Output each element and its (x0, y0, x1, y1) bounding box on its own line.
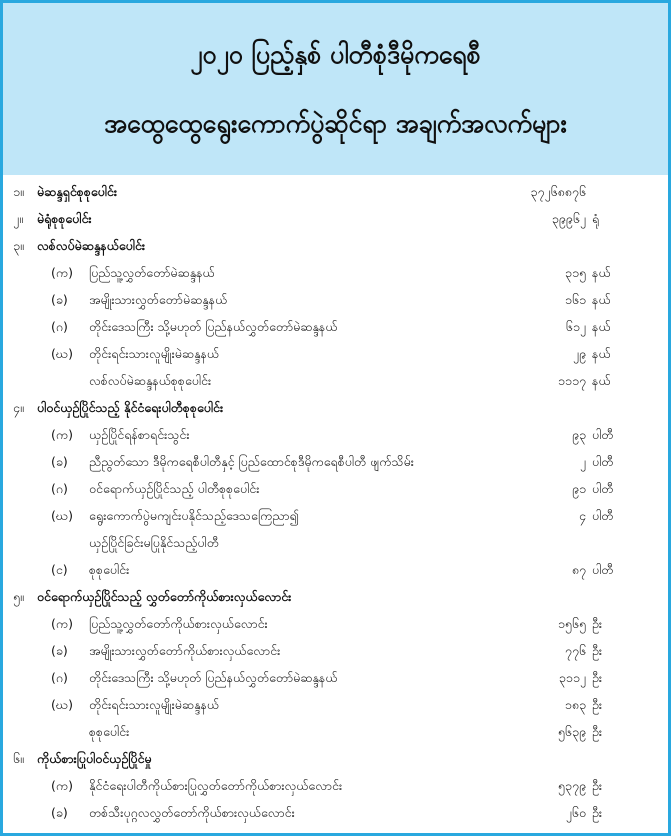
list-item (3, 233, 668, 260)
item-label: နိုင်ငံရေးပါတီကိုယ်စားပြုလွှတ်တော်ကိုယ်စားလှယ်လောင်း (89, 778, 343, 793)
item-value: ၆၁၂ (565, 319, 586, 334)
item-label: ပါဝင်ယှဉ်ပြိုင်သည့် နိုင်ငံရေးပါတီစုစုပေါင်း (37, 400, 224, 415)
item-unit: ပါတီ (592, 562, 614, 577)
sub-item-marker: (င) (51, 562, 68, 577)
item-value: ၅၃၇၉ (557, 778, 586, 793)
list-item (3, 503, 668, 530)
item-number: ၅။ (13, 589, 24, 604)
item-label: ဝင်ရောက်ယှဉ်ပြိုင်သည့် လွှတ်တော်ကိုယ်စားလှယ်လောင်း (37, 589, 292, 604)
list-item (3, 692, 668, 719)
list-item (3, 206, 668, 233)
item-value: ၃၇၂၆၈၈၇၆ (530, 184, 586, 199)
item-label: စုစုပေါင်း (89, 724, 130, 739)
list-item (3, 422, 668, 449)
item-label: တိုင်းဒေသကြီး သို့မဟုတ် ပြည်နယ်လွှတ်တော်မဲဆန္ဒနယ် (89, 319, 338, 334)
sub-item-marker: (ဂ) (51, 319, 68, 334)
item-label: မဲရုံစုစုပေါင်း (37, 211, 92, 226)
list-item (3, 341, 668, 368)
item-value: ၁၁၁၇ (557, 373, 586, 388)
item-label: စုစုပေါင်း (89, 562, 130, 577)
list-item (3, 476, 668, 503)
item-unit: ဦး (592, 805, 603, 820)
item-value: ၂ (579, 454, 586, 469)
item-label: တိုင်းဒေသကြီး သို့မဟုတ် ပြည်နယ်လွှတ်တော်မဲဆန္ဒနယ် (89, 670, 338, 685)
sub-item-marker: (ခ) (51, 292, 68, 307)
list-item (3, 179, 668, 206)
item-unit: နယ် (592, 292, 611, 307)
title-banner (3, 3, 668, 175)
list-item (3, 395, 668, 422)
item-value: ၄ (578, 508, 586, 523)
item-label: တိုင်းရင်းသားလူမျိုးမဲဆန္ဒနယ် (89, 346, 220, 361)
sub-item-marker: (ဃ) (51, 346, 73, 361)
item-unit: ဦး (592, 724, 603, 739)
sub-item-marker: (ဂ) (51, 481, 68, 496)
item-label: လစ်လပ်မဲဆန္ဒနယ်ပေါင်း (37, 238, 146, 253)
item-value: ၁၈၃ (564, 697, 586, 712)
item-label: ရွေးကောက်ပွဲမကျင်းပနိုင်သည့်ဒေသကြေညာ၍ (89, 508, 299, 523)
sub-item-marker: (က) (51, 778, 73, 793)
item-value: ၃၁၅ (564, 265, 586, 280)
item-label: ယှဉ်ပြိုင်ရန်စာရင်းသွင်း (89, 427, 190, 442)
item-number: ၃။ (13, 238, 24, 253)
list-item (3, 557, 668, 584)
item-value: ၃၉၉၆၂ (551, 211, 586, 226)
item-value: ၉၁ (571, 481, 586, 496)
sub-item-marker: (ဃ) (51, 697, 73, 712)
item-value: ၅၆၃၉ (557, 724, 586, 739)
list-item (3, 638, 668, 665)
item-number: ၁။ (13, 184, 24, 199)
list-item (3, 746, 668, 773)
sub-item-marker: (က) (51, 616, 73, 631)
sub-item-marker: (ခ) (51, 454, 68, 469)
item-unit: ဦး (592, 670, 603, 685)
item-value: ၂၉ (572, 346, 586, 361)
item-label: အမျိုးသားလွှတ်တော်မဲဆန္ဒနယ် (89, 292, 228, 307)
item-value: ၁၅၆၅ (557, 616, 586, 631)
item-label: ကိုယ်စားပြုပါဝင်ယှဉ်ပြိုင်မှု (37, 751, 152, 766)
item-unit: ပါတီ (592, 454, 614, 469)
list-item (3, 530, 668, 557)
sub-item-marker: (ခ) (51, 805, 68, 820)
list-item (3, 314, 668, 341)
item-label: ညီညွတ်သော ဒီမိုကရေစီပါတီနှင့် ပြည်ထောင်စုဒီမိုကရေစီပါတီ ဖျက်သိမ်း (89, 454, 414, 469)
list-item (3, 584, 668, 611)
list-item (3, 611, 668, 638)
facts-list (3, 179, 668, 827)
item-unit: နယ် (592, 346, 611, 361)
item-label: တိုင်းရင်းသားလူမျိုးမဲဆန္ဒနယ် (89, 697, 220, 712)
item-label: ဝင်ရောက်ယှဉ်ပြိုင်သည့် ပါတီစုစုပေါင်း (89, 481, 260, 496)
title-line-1: ၂၀၂၀ ပြည့်နှစ် ပါတီစုံဒီမိုကရေစီ (190, 40, 481, 69)
list-item (3, 287, 668, 314)
item-value: ၃၁၁၂ (558, 670, 586, 685)
sub-item-marker: (ဃ) (51, 508, 73, 523)
list-item (3, 773, 668, 800)
list-item (3, 449, 668, 476)
item-label: အမျိုးသားလွှတ်တော်ကိုယ်စားလှယ်လောင်း (89, 643, 281, 658)
item-label: ပြည်သူ့လွှတ်တော်မဲဆန္ဒနယ် (89, 265, 215, 280)
sub-item-marker: (ခ) (51, 643, 68, 658)
item-unit: ဦး (592, 697, 603, 712)
item-unit: ဦး (592, 778, 603, 793)
item-label: မဲဆန္ဒရှင်စုစုပေါင်း (37, 184, 118, 199)
title-line-2: အထွေထွေရွေးကောက်ပွဲဆိုင်ရာ အချက်အလက်များ (104, 109, 567, 138)
list-item (3, 719, 668, 746)
item-unit: ပါတီ (592, 481, 614, 496)
list-item (3, 800, 668, 827)
sub-item-marker: (က) (51, 427, 73, 442)
list-item (3, 368, 668, 395)
item-label: တစ်သီးပုဂ္ဂလလွှတ်တော်ကိုယ်စားလှယ်လောင်း (89, 805, 295, 820)
item-unit: နယ် (592, 373, 611, 388)
item-number: ၆။ (13, 751, 24, 766)
item-unit: ဦး (592, 616, 603, 631)
item-unit: နယ် (592, 265, 611, 280)
list-item (3, 665, 668, 692)
item-value: ၈၇ (571, 562, 586, 577)
item-number: ၄။ (13, 400, 24, 415)
item-unit: ပါတီ (592, 427, 614, 442)
item-label: ယှဉ်ပြိုင်ခြင်းမပြုနိုင်သည့်ပါတီ (89, 535, 219, 550)
item-unit: ဦး (592, 643, 603, 658)
item-number: ၂။ (13, 211, 23, 226)
item-value: ၉၃ (571, 427, 586, 442)
sub-item-marker: (ဂ) (51, 670, 68, 685)
item-unit: ရုံ (592, 211, 600, 226)
sub-item-marker: (က) (51, 265, 73, 280)
item-value: ၂၆၀ (565, 805, 586, 820)
item-value: ၁၆၁ (564, 292, 586, 307)
item-label: ပြည်သူ့လွှတ်တော်ကိုယ်စားလှယ်လောင်း (89, 616, 268, 631)
item-unit: နယ် (592, 319, 611, 334)
item-value: ၇၇၆ (564, 643, 586, 658)
list-item (3, 260, 668, 287)
item-unit: ပါတီ (592, 508, 614, 523)
item-label: လစ်လပ်မဲဆန္ဒနယ်စုစုပေါင်း (89, 373, 212, 388)
